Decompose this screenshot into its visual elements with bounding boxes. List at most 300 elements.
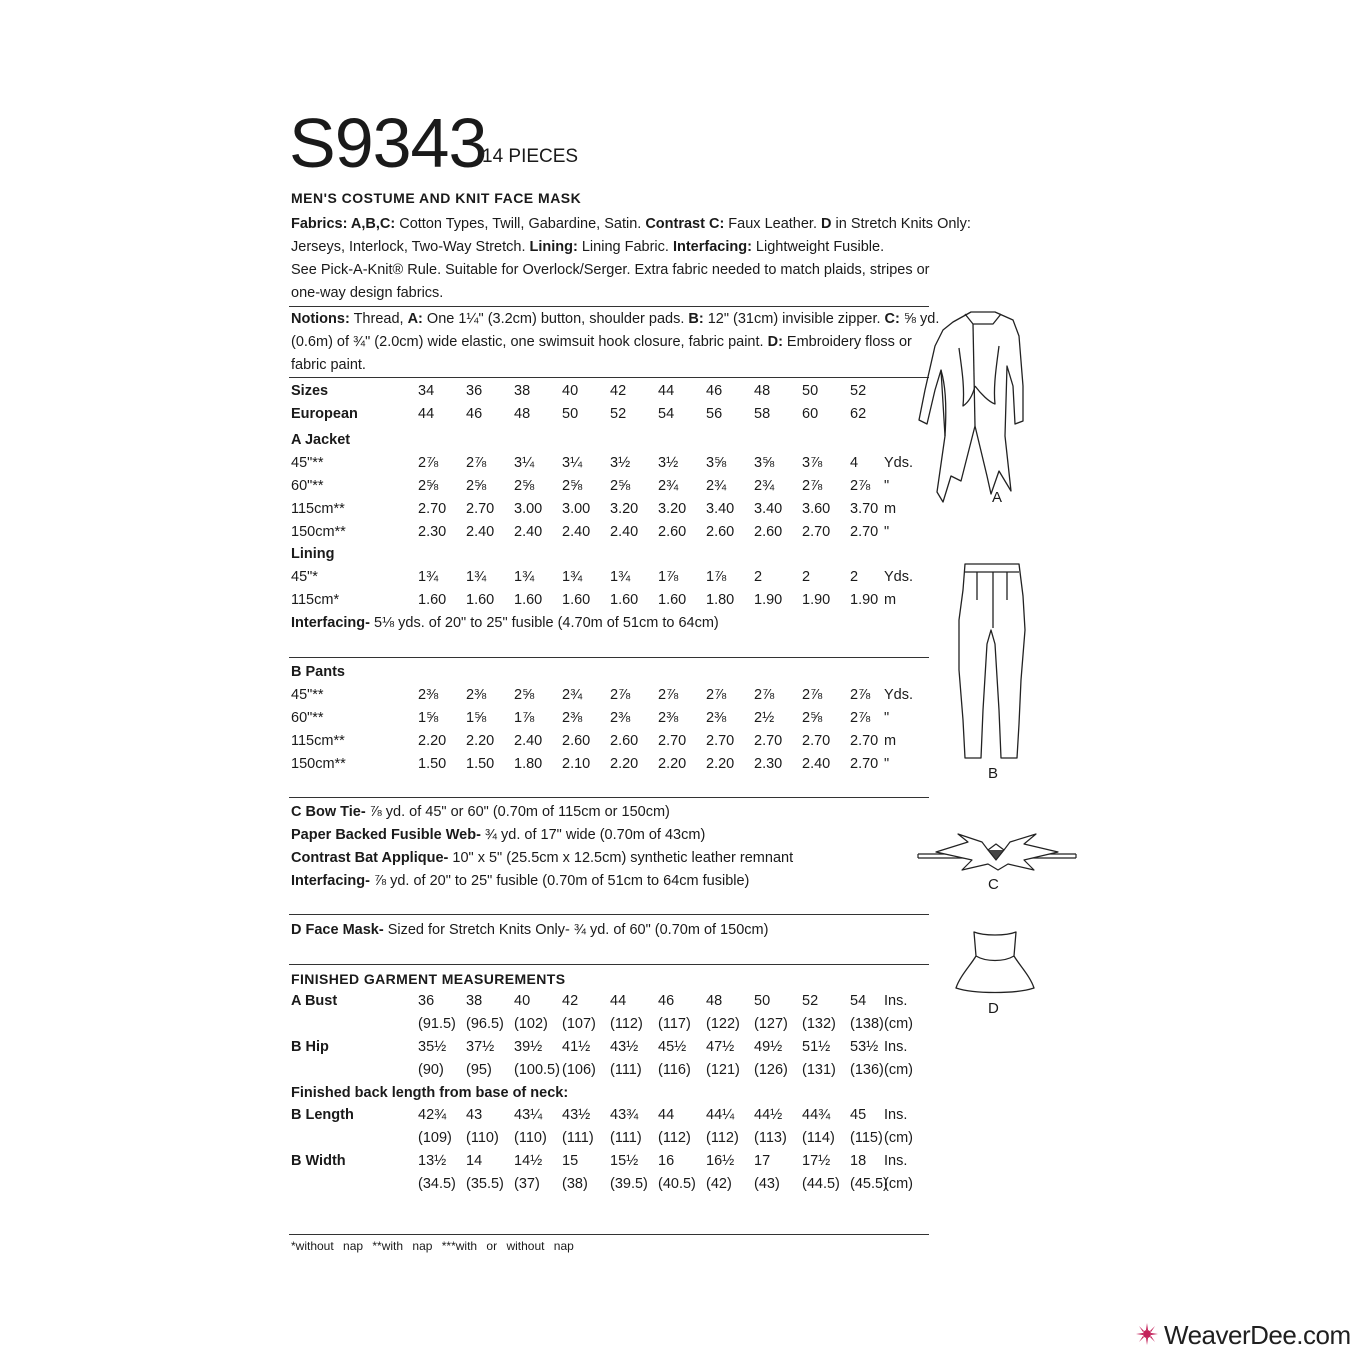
table-cell: 1¾ — [418, 569, 439, 585]
bold-term: Contrast C: — [645, 216, 725, 232]
bowtie-label: C Bow Tie- — [291, 804, 366, 820]
table-cell: 35½ — [418, 1039, 447, 1055]
weaverdee-logo — [1134, 1320, 1351, 1353]
table-cell: 2⅜ — [610, 710, 631, 726]
text-run: ⅝ yd. — [899, 311, 940, 327]
bold-term: Fabrics: A,B,C: — [291, 216, 396, 232]
table-cell: 1¾ — [514, 569, 535, 585]
table-cell: 1⅞ — [514, 710, 535, 726]
table-cell: 2.60 — [610, 733, 639, 749]
unit-label: m — [884, 501, 897, 517]
bowtie-interfacing-label: Interfacing- — [291, 873, 370, 889]
pants-yardage-row — [291, 684, 931, 707]
table-cell: 43¾ — [610, 1107, 639, 1123]
view-c-label: C — [988, 876, 999, 893]
table-cell: 2.70 — [754, 733, 783, 749]
unit-label: Yds. — [884, 687, 914, 703]
table-cell: 2.40 — [610, 524, 639, 540]
table-cell: 3¼ — [514, 455, 535, 471]
table-cell: 2⅞ — [658, 687, 679, 703]
text-run: Faux Leather. — [724, 216, 822, 232]
table-cell: (110) — [466, 1130, 499, 1146]
unit-label: (cm) — [884, 1130, 913, 1146]
table-cell: 2½ — [754, 710, 775, 726]
table-cell: (96.5) — [466, 1016, 504, 1032]
bold-term: Notions: — [291, 311, 350, 327]
table-cell: 3.20 — [658, 501, 687, 517]
table-cell: (35.5) — [466, 1176, 504, 1192]
table-cell: 2.70 — [706, 733, 735, 749]
table-cell: 18 — [850, 1153, 867, 1169]
pants-section-title: B Pants — [291, 664, 345, 680]
table-cell: (115) — [850, 1130, 883, 1146]
divider — [289, 657, 929, 658]
table-cell: 52 — [802, 993, 819, 1009]
table-cell: 2.40 — [514, 733, 543, 749]
unit-label: " — [884, 478, 890, 494]
unit-label: Yds. — [884, 569, 914, 585]
table-cell: 3.60 — [802, 501, 831, 517]
unit-label: " — [884, 524, 890, 540]
table-cell: 2⅞ — [850, 687, 871, 703]
table-cell: 17½ — [802, 1153, 831, 1169]
finished-measure-row — [291, 1036, 931, 1059]
table-cell: 1.60 — [418, 592, 447, 608]
lining-interfacing-line — [291, 612, 719, 635]
view-b-pants-sketch — [955, 560, 1031, 766]
fabrics-line-1 — [291, 213, 971, 236]
table-cell: 37½ — [466, 1039, 495, 1055]
row-label: 115cm** — [291, 501, 345, 517]
table-cell: 42 — [610, 383, 627, 399]
unit-label: Ins. — [884, 1039, 908, 1055]
finished-measure-row — [291, 1013, 931, 1036]
row-label: B Length — [291, 1107, 354, 1123]
table-cell: 51½ — [802, 1039, 831, 1055]
table-cell: 2¾ — [562, 687, 583, 703]
view-c-bowtie-sketch — [916, 830, 1078, 876]
finished-measure-row — [291, 1127, 931, 1150]
table-cell: 1.90 — [802, 592, 831, 608]
table-cell: (112) — [706, 1130, 739, 1146]
fusible-web-text: ¾ yd. of 17" wide (0.70m of 43cm) — [480, 827, 706, 843]
table-cell: 2⅝ — [514, 687, 535, 703]
table-cell: 1.60 — [610, 592, 639, 608]
table-cell: 3⅝ — [706, 455, 727, 471]
table-cell: 17 — [754, 1153, 771, 1169]
table-cell: 1⅞ — [706, 569, 727, 585]
table-cell: 1.60 — [466, 592, 495, 608]
pants-yardage-row — [291, 730, 931, 753]
fusible-web-label: Paper Backed Fusible Web- — [291, 827, 481, 843]
table-cell: 2 — [802, 569, 811, 585]
table-cell: (110) — [514, 1130, 547, 1146]
table-cell: 3.20 — [610, 501, 639, 517]
view-a-label: A — [992, 489, 1003, 506]
table-cell: (106) — [562, 1062, 596, 1078]
table-cell: 1.60 — [658, 592, 687, 608]
unit-label: Ins. — [884, 1107, 908, 1123]
table-cell: 2.30 — [754, 756, 783, 772]
table-cell: 44¾ — [802, 1107, 831, 1123]
finished-measurements-title: FINISHED GARMENT MEASUREMENTS — [291, 971, 566, 987]
table-cell: 3.00 — [514, 501, 543, 517]
divider — [289, 797, 929, 798]
table-cell: 2 — [754, 569, 763, 585]
text-run: Lightweight Fusible. — [751, 239, 885, 255]
footnote: *without nap **with nap ***with or without nap — [291, 1239, 574, 1253]
table-cell: 1.80 — [514, 756, 543, 772]
jacket-yardage-row — [291, 498, 931, 521]
table-cell: (45.5) — [850, 1176, 888, 1192]
bold-term: B: — [688, 311, 704, 327]
table-cell: 15½ — [610, 1153, 639, 1169]
fabrics-line-2 — [291, 236, 931, 259]
unit-label: " — [884, 710, 890, 726]
table-cell: 54 — [850, 993, 867, 1009]
text-run: 12" (31cm) invisible zipper. — [703, 311, 885, 327]
table-cell: 2.40 — [562, 524, 591, 540]
table-cell: 2.20 — [418, 733, 447, 749]
table-cell: 2¾ — [658, 478, 679, 494]
table-cell: (116) — [658, 1062, 691, 1078]
table-cell: 60 — [802, 406, 819, 422]
table-cell: 45 — [850, 1107, 867, 1123]
table-cell: 3⅝ — [754, 455, 775, 471]
notions-paragraph — [291, 308, 940, 377]
interfacing-text: 5⅛ yds. of 20" to 25" fusible (4.70m of 51cm to 64cm) — [369, 615, 719, 631]
bowtie-line — [291, 801, 670, 824]
table-cell: (112) — [610, 1016, 643, 1032]
table-cell: 13½ — [418, 1153, 447, 1169]
table-cell: (117) — [658, 1016, 691, 1032]
table-cell: 44 — [418, 406, 435, 422]
row-label: B Width — [291, 1153, 346, 1169]
table-cell: 44 — [610, 993, 627, 1009]
unit-label: m — [884, 733, 897, 749]
finished-measure-row — [291, 1150, 931, 1173]
table-cell: (43) — [754, 1176, 780, 1192]
table-cell: 3½ — [610, 455, 631, 471]
table-cell: 2⅜ — [466, 687, 487, 703]
finished-measure-row — [291, 1104, 931, 1127]
table-cell: 2⅞ — [610, 687, 631, 703]
table-cell: 48 — [706, 993, 723, 1009]
table-cell: (95) — [466, 1062, 492, 1078]
bat-applique-line — [291, 847, 793, 870]
table-cell: 52 — [850, 383, 867, 399]
spool-icon — [1134, 1321, 1160, 1353]
row-label: 150cm** — [291, 524, 346, 540]
pattern-title: MEN'S COSTUME AND KNIT FACE MASK — [291, 190, 582, 206]
table-cell: (112) — [658, 1130, 691, 1146]
table-cell: 2.70 — [466, 501, 495, 517]
text-run: in Stretch Knits Only: — [831, 216, 971, 232]
bowtie-text: ⅞ yd. of 45" or 60" (0.70m of 115cm or 150cm) — [365, 804, 670, 820]
view-d-label: D — [988, 1000, 999, 1017]
table-cell: 50 — [754, 993, 771, 1009]
face-mask-text: Sized for Stretch Knits Only- ¾ yd. of 60" (0.70m of 150cm) — [383, 922, 769, 938]
table-cell: 4 — [850, 455, 859, 471]
view-d-face-mask-sketch — [950, 926, 1040, 996]
table-cell: 50 — [802, 383, 819, 399]
table-cell: (109) — [418, 1130, 452, 1146]
divider — [289, 964, 929, 965]
lining-section-title: Lining — [291, 546, 335, 562]
table-cell: 2.40 — [802, 756, 831, 772]
table-cell: (114) — [802, 1130, 835, 1146]
table-cell: 38 — [514, 383, 531, 399]
table-cell: (38) — [562, 1176, 588, 1192]
table-cell: 2⅞ — [850, 710, 871, 726]
sizes-row — [291, 380, 931, 403]
table-cell: (102) — [514, 1016, 548, 1032]
table-cell: 47½ — [706, 1039, 735, 1055]
divider — [289, 914, 929, 915]
notions-line-2 — [291, 331, 931, 354]
table-cell: 2.40 — [514, 524, 543, 540]
table-cell: 2 — [850, 569, 859, 585]
table-cell: 2⅜ — [706, 710, 727, 726]
pieces-count: 14 PIECES — [482, 146, 579, 167]
table-cell: (122) — [706, 1016, 740, 1032]
table-cell: 2⅝ — [610, 478, 631, 494]
table-cell: 2.40 — [466, 524, 495, 540]
fusible-web-line — [291, 824, 705, 847]
unit-label: " — [884, 756, 890, 772]
table-cell: 1⅞ — [658, 569, 679, 585]
table-cell: (126) — [754, 1062, 788, 1078]
table-cell: (136) — [850, 1062, 884, 1078]
table-cell: 2.60 — [658, 524, 687, 540]
table-cell: 2⅞ — [802, 478, 823, 494]
table-cell: 2.70 — [658, 733, 687, 749]
text-run: fabric paint. — [291, 357, 366, 373]
table-cell: (40.5) — [658, 1176, 696, 1192]
table-cell: 2.10 — [562, 756, 591, 772]
table-cell: 53½ — [850, 1039, 879, 1055]
row-label: 150cm** — [291, 756, 346, 772]
table-cell: 1¾ — [466, 569, 487, 585]
table-cell: 43¼ — [514, 1107, 543, 1123]
finished-measure-row — [291, 1173, 931, 1196]
lining-yardage-row — [291, 589, 931, 612]
bold-term: C: — [884, 311, 900, 327]
table-cell: 58 — [754, 406, 771, 422]
text-run: See Pick-A-Knit® Rule. Suitable for Overlock/Serger. Extra fabric needed to match plaids, stripes or — [291, 262, 930, 278]
table-cell: 14½ — [514, 1153, 543, 1169]
table-cell: 2¾ — [754, 478, 775, 494]
table-cell: 43½ — [562, 1107, 591, 1123]
logo-text: WeaverDee.com — [1164, 1320, 1351, 1350]
bold-term: Lining: — [529, 239, 578, 255]
table-cell: (138) — [850, 1016, 884, 1032]
back-length-note: Finished back length from base of neck: — [291, 1085, 569, 1101]
table-cell: 3¼ — [562, 455, 583, 471]
table-cell: 3.00 — [562, 501, 591, 517]
face-mask-line — [291, 919, 768, 942]
table-cell: 1.50 — [466, 756, 495, 772]
table-cell: 2⅜ — [562, 710, 583, 726]
table-cell: (107) — [562, 1016, 596, 1032]
table-cell: 40 — [562, 383, 579, 399]
unit-label: Yds. — [884, 455, 914, 471]
table-cell: 1¾ — [562, 569, 583, 585]
table-cell: 2⅝ — [466, 478, 487, 494]
table-cell: 49½ — [754, 1039, 783, 1055]
table-cell: 48 — [514, 406, 531, 422]
bat-applique-text: 10" x 5" (25.5cm x 12.5cm) synthetic leather remnant — [448, 850, 794, 866]
table-cell: 36 — [418, 993, 435, 1009]
divider — [289, 377, 929, 378]
row-label: A Bust — [291, 993, 338, 1009]
table-cell: (34.5) — [418, 1176, 456, 1192]
text-run: one-way design fabrics. — [291, 285, 444, 301]
european-sizes-row — [291, 403, 931, 426]
table-cell: 62 — [850, 406, 867, 422]
table-cell: 2.60 — [562, 733, 591, 749]
table-cell: 1.50 — [418, 756, 447, 772]
table-cell: 2.60 — [754, 524, 783, 540]
table-cell: 2.70 — [802, 733, 831, 749]
table-cell: (127) — [754, 1016, 788, 1032]
table-cell: 34 — [418, 383, 435, 399]
table-cell: 3.70 — [850, 501, 879, 517]
table-cell: 1.90 — [850, 592, 879, 608]
row-label: 45"* — [291, 569, 318, 585]
divider — [289, 1234, 929, 1235]
table-cell: 2⅞ — [466, 455, 487, 471]
table-cell: 16½ — [706, 1153, 735, 1169]
table-cell: (90) — [418, 1062, 444, 1078]
unit-label: m — [884, 592, 897, 608]
table-cell: 3.40 — [706, 501, 735, 517]
jacket-section-title: A Jacket — [291, 432, 351, 448]
table-cell: 2.20 — [706, 756, 735, 772]
row-label: 60"** — [291, 710, 324, 726]
fabrics-line-4 — [291, 282, 931, 305]
text-run: Jerseys, Interlock, Two-Way Stretch. — [291, 239, 530, 255]
table-cell: 39½ — [514, 1039, 543, 1055]
row-label: B Hip — [291, 1039, 329, 1055]
unit-label: (cm) — [884, 1016, 913, 1032]
unit-label: Ins. — [884, 1153, 908, 1169]
table-cell: 15 — [562, 1153, 579, 1169]
table-cell: 44½ — [754, 1107, 783, 1123]
table-cell: 45½ — [658, 1039, 687, 1055]
table-cell: (39.5) — [610, 1176, 648, 1192]
table-cell: 2⅝ — [514, 478, 535, 494]
unit-label: (cm) — [884, 1176, 913, 1192]
fabrics-paragraph — [291, 213, 971, 305]
interfacing-label: Interfacing- — [291, 615, 370, 631]
table-cell: 2.70 — [418, 501, 447, 517]
table-cell: 2.20 — [466, 733, 495, 749]
table-cell: 2⅝ — [418, 478, 439, 494]
text-run: Lining Fabric. — [577, 239, 673, 255]
jacket-yardage-row — [291, 452, 931, 475]
table-cell: (42) — [706, 1176, 732, 1192]
table-cell: 44 — [658, 1107, 675, 1123]
table-cell: 1.60 — [514, 592, 543, 608]
table-cell: 40 — [514, 993, 531, 1009]
table-cell: (111) — [610, 1062, 642, 1078]
divider — [289, 306, 929, 307]
table-cell: 2⅝ — [802, 710, 823, 726]
row-label: 115cm** — [291, 733, 345, 749]
text-run: (0.6m) of ¾" (2.0cm) wide elastic, one swimsuit hook closure, fabric paint. — [291, 334, 768, 350]
bold-term: D: — [767, 334, 783, 350]
table-cell: 16 — [658, 1153, 675, 1169]
table-cell: 38 — [466, 993, 483, 1009]
table-cell: 1.60 — [562, 592, 591, 608]
table-cell: 2.60 — [706, 524, 735, 540]
lining-yardage-row — [291, 566, 931, 589]
bold-term: A: — [407, 311, 423, 327]
table-cell: 42¾ — [418, 1107, 447, 1123]
bold-term: D — [821, 216, 832, 232]
table-cell: 3½ — [658, 455, 679, 471]
table-cell: 1⅝ — [466, 710, 487, 726]
jacket-yardage-row — [291, 521, 931, 544]
table-cell: 2⅞ — [418, 455, 439, 471]
pants-yardage-row — [291, 753, 931, 776]
table-cell: (131) — [802, 1062, 836, 1078]
face-mask-label: D Face Mask- — [291, 922, 384, 938]
table-cell: 2.70 — [802, 524, 831, 540]
row-label: 45"** — [291, 687, 324, 703]
table-cell: (132) — [802, 1016, 836, 1032]
table-cell: 2⅞ — [754, 687, 775, 703]
notions-line-3 — [291, 354, 931, 377]
table-cell: 43 — [466, 1107, 483, 1123]
table-cell: 2.70 — [850, 756, 879, 772]
table-cell: 14 — [466, 1153, 483, 1169]
table-cell: 44¼ — [706, 1107, 735, 1123]
table-cell: 46 — [466, 406, 483, 422]
table-cell: 1.80 — [706, 592, 735, 608]
table-cell: (121) — [706, 1062, 740, 1078]
table-cell: 2⅝ — [562, 478, 583, 494]
view-a-jacket-sketch — [915, 306, 1025, 506]
table-cell: 1.90 — [754, 592, 783, 608]
table-cell: 2⅞ — [706, 687, 727, 703]
table-cell: 44 — [658, 383, 675, 399]
unit-label: Ins. — [884, 993, 908, 1009]
pants-yardage-row — [291, 707, 931, 730]
row-label: 45"** — [291, 455, 324, 471]
table-cell: 2.20 — [610, 756, 639, 772]
notions-line-1 — [291, 308, 940, 331]
unit-label: (cm) — [884, 1062, 913, 1078]
row-label: 60"** — [291, 478, 324, 494]
finished-measure-row — [291, 990, 931, 1013]
table-cell: 2.20 — [658, 756, 687, 772]
table-cell: (111) — [562, 1130, 594, 1146]
table-cell: 2.70 — [850, 733, 879, 749]
bowtie-interfacing-text: ⅞ yd. of 20" to 25" fusible (0.70m of 51cm to 64cm fusible) — [369, 873, 750, 889]
table-cell: 1¾ — [610, 569, 631, 585]
table-cell: 1⅝ — [418, 710, 439, 726]
jacket-yardage-row — [291, 475, 931, 498]
table-cell: 56 — [706, 406, 723, 422]
table-cell: 2⅞ — [850, 478, 871, 494]
text-run: Embroidery floss or — [782, 334, 912, 350]
finished-measure-row — [291, 1059, 931, 1082]
table-cell: 46 — [658, 993, 675, 1009]
table-cell: (37) — [514, 1176, 540, 1192]
table-cell: 48 — [754, 383, 771, 399]
